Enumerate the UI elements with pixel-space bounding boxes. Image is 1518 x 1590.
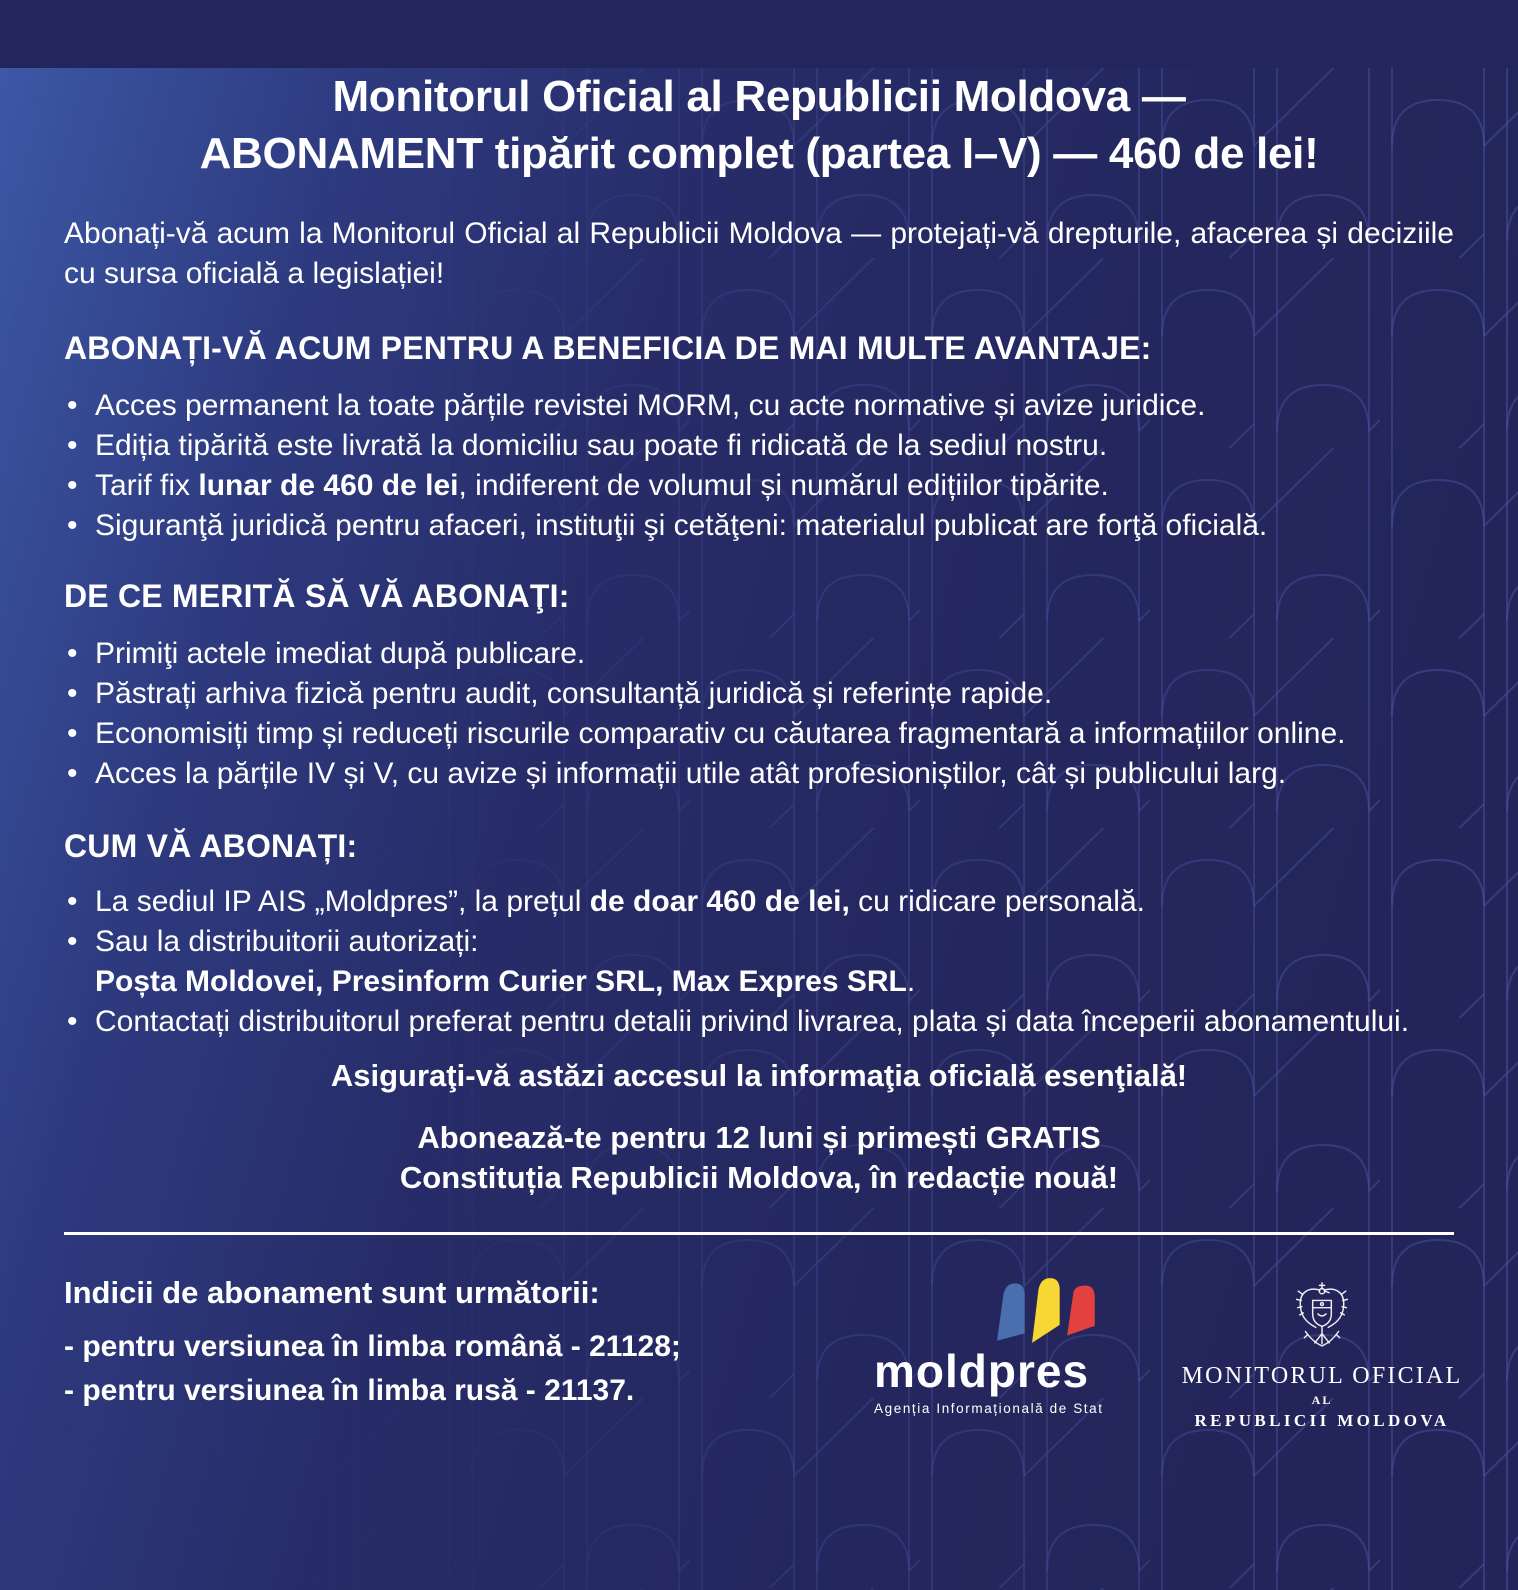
list-item: [64, 714, 1454, 754]
list-item-text: .: [906, 965, 916, 998]
list-item-text: Sau la distribuitorii autorizați:: [95, 925, 479, 958]
list-item-text: Primiţi actele imediat după publicare.: [95, 637, 586, 670]
divider-line: [64, 1232, 1454, 1235]
list-item: [64, 634, 1454, 674]
list-item: [64, 674, 1454, 714]
bullet-icon: •: [67, 757, 78, 790]
indices-heading: Indicii de abonament sunt următorii:: [64, 1275, 600, 1310]
cta-block: [64, 1056, 1454, 1198]
index-russian: - pentru versiunea în limba rusă - 21137.: [64, 1374, 635, 1407]
bullet-icon: •: [67, 677, 78, 710]
subscription-indices: [64, 1273, 874, 1413]
bullet-icon: •: [67, 389, 78, 422]
list-item-text: , indiferent de volumul și numărul edițiilor tipărite.: [458, 469, 1109, 502]
cta-line-3: Constituția Republicii Moldova, în redacție nouă!: [399, 1160, 1119, 1195]
section-heading-avantaje: ABONAȚI-VĂ ACUM PENTRU A BENEFICIA DE MAI MULTE AVANTAJE:: [64, 330, 1152, 366]
list-item: [64, 922, 1454, 1002]
moldpres-wordmark: moldpres: [874, 1345, 1090, 1397]
list-item-text: La sediul IP AIS „Moldpres”, la prețul: [95, 885, 590, 918]
bullet-icon: •: [67, 509, 78, 542]
list-item: [64, 386, 1454, 426]
flyer: [0, 68, 1518, 1590]
list-item: [64, 466, 1454, 506]
list-item: [64, 754, 1454, 794]
cta-line-1: Asiguraţi-vă astăzi accesul la informaţia oficială esenţială!: [330, 1058, 1188, 1093]
moldpres-tagline: Agenția Informațională de Stat: [874, 1401, 1104, 1416]
title-line-2: ABONAMENT tipărit complet (partea I–V) — 460 de lei!: [199, 129, 1319, 178]
list-item: [64, 506, 1454, 546]
list-item-text: Ediția tipărită este livrată la domiciliu sau poate fi ridicată de la sediul nostru.: [95, 429, 1108, 462]
list-item-text: Acces la părțile IV și V, cu avize și informații utile atât profesioniștilor, cât și publicului larg.: [95, 757, 1287, 790]
monitorul-line-2: AL: [1311, 1393, 1333, 1407]
distributors-names: Poșta Moldovei, Presinform Curier SRL, Max Expres SRL: [95, 965, 907, 998]
avantaje-list: [64, 386, 1454, 546]
cta-line-2: Abonează-te pentru 12 luni și primești GRATIS: [417, 1120, 1101, 1155]
moldpres-logo: [874, 1277, 1106, 1416]
merita-list: [64, 634, 1454, 794]
list-item: [64, 426, 1454, 466]
list-item-text: Păstrați arhiva fizică pentru audit, consultanță juridică și referințe rapide.: [95, 677, 1053, 710]
bullet-icon: •: [67, 429, 78, 462]
moldpres-flag-icon: [996, 1277, 1100, 1345]
index-romanian: - pentru versiunea în limba română - 21128;: [64, 1330, 681, 1363]
intro-paragraph: Abonați-vă acum la Monitorul Oficial al Republicii Moldova — protejați-vă drepturile, afacerea și deciziile cu sursa oficială a legislației!: [64, 217, 1454, 290]
monitorul-oficial-logo: [1181, 1273, 1463, 1431]
list-item-text: Siguranţă juridică pentru afaceri, instituţii şi cetăţeni: materialul publicat are forţă oficială.: [95, 509, 1268, 542]
list-item: [64, 882, 1454, 922]
distributors-line: [95, 962, 1454, 1002]
monitorul-line-1: MONITORUL OFICIAL: [1181, 1363, 1463, 1389]
section-heading-merita: DE CE MERITĂ SĂ VĂ ABONAŢI:: [64, 578, 570, 614]
bullet-icon: •: [67, 885, 78, 918]
bullet-icon: •: [67, 1005, 78, 1038]
list-item-text: Contactați distribuitorul preferat pentru detalii privind livrarea, plata și data începerii abonamentului.: [95, 1005, 1410, 1038]
list-item-text: Acces permanent la toate părțile revistei MORM, cu acte normative și avize juridice.: [95, 389, 1206, 422]
list-item-text: cu ridicare personală.: [849, 885, 1145, 918]
cum-list: [64, 882, 1454, 1042]
highlight-price: lunar de 460 de lei: [198, 469, 459, 502]
title-line-1: Monitorul Oficial al Republicii Moldova —: [332, 72, 1186, 121]
bullet-icon: •: [67, 637, 78, 670]
list-item-text: Tarif fix: [95, 469, 199, 502]
bullet-icon: •: [67, 717, 78, 750]
section-heading-cum: CUM VĂ ABONAȚI:: [64, 828, 358, 864]
moldova-coat-of-arms-icon: [1293, 1281, 1351, 1353]
highlight-price: de doar 460 de lei,: [589, 885, 850, 918]
monitorul-line-3: REPUBLICII MOLDOVA: [1194, 1411, 1450, 1430]
bullet-icon: •: [67, 925, 78, 958]
footer: [64, 1273, 1463, 1431]
bullet-icon: •: [67, 469, 78, 502]
list-item-text: Economisiți timp și reduceți riscurile comparativ cu căutarea fragmentară a informațiilor online.: [95, 717, 1346, 750]
page-title: [64, 68, 1454, 182]
list-item: [64, 1002, 1454, 1042]
